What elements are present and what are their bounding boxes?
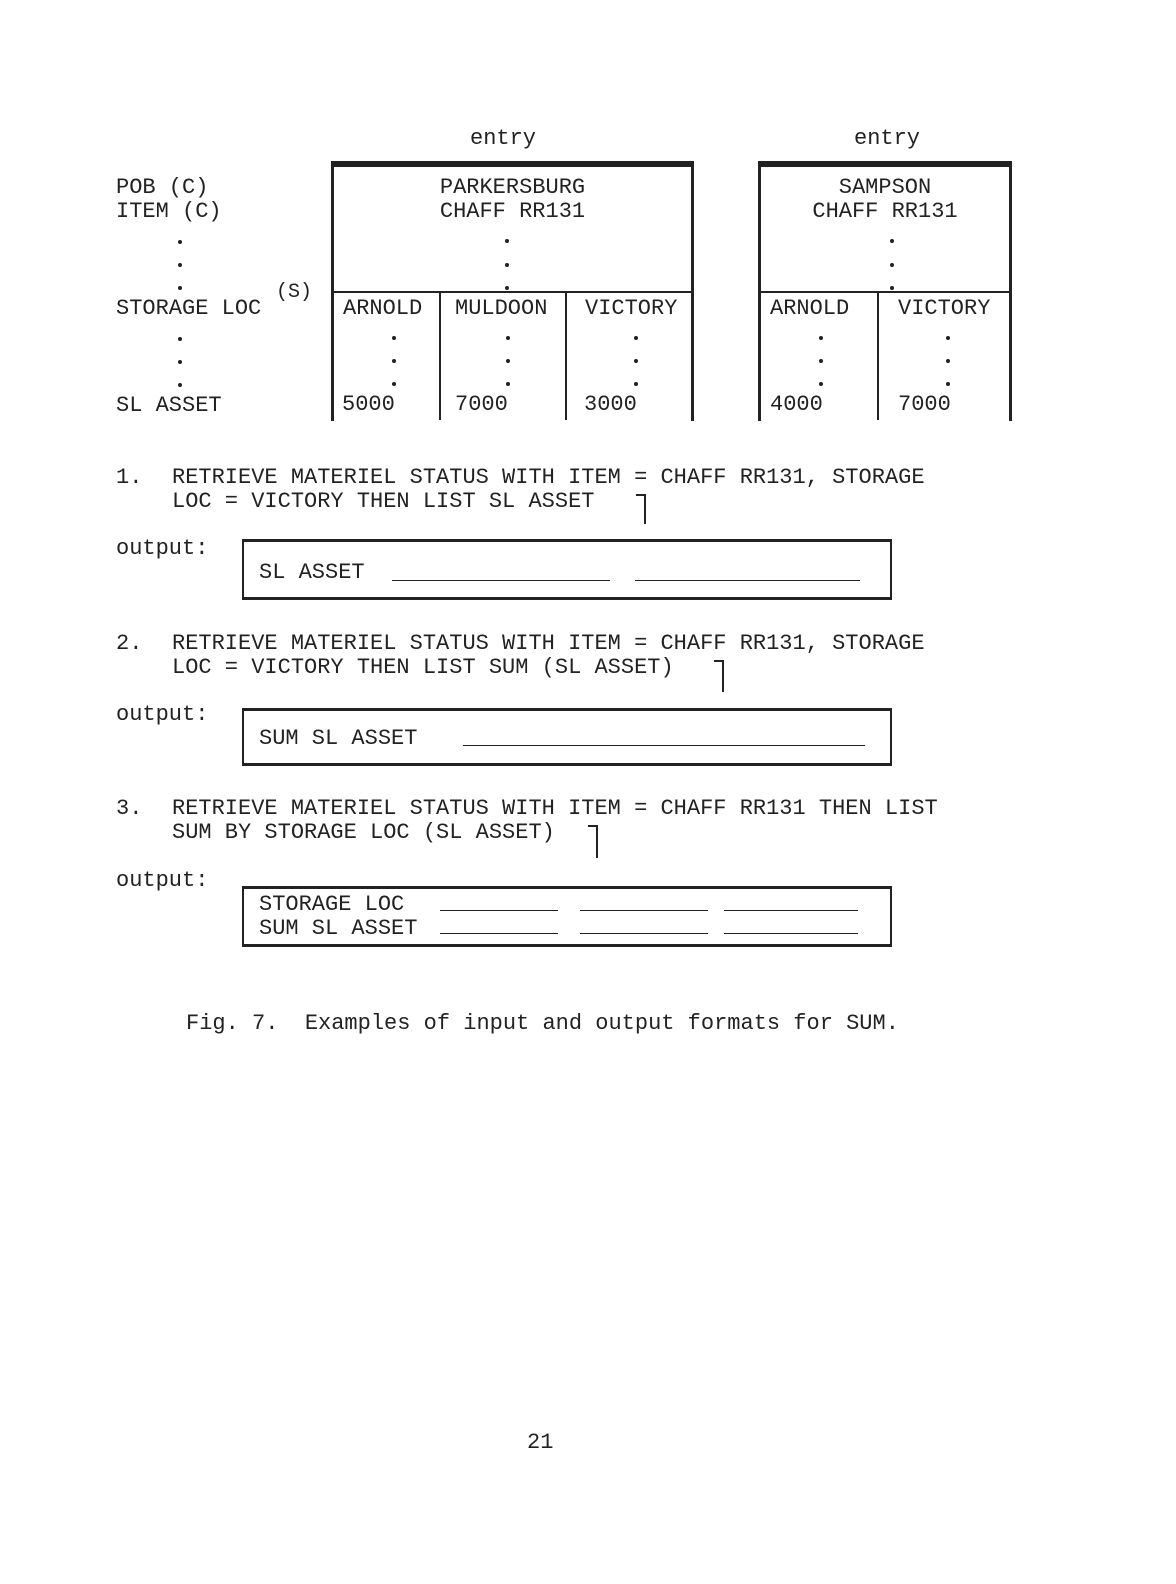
blank-line xyxy=(463,745,865,746)
entry-label: entry xyxy=(854,126,921,151)
ellipsis-dot xyxy=(178,240,182,244)
output-field: SL ASSET xyxy=(259,560,365,585)
ellipsis-dot xyxy=(819,359,823,363)
ellipsis-dot xyxy=(890,286,894,290)
sl-asset-value: 5000 xyxy=(342,392,395,417)
end-of-query-mark xyxy=(588,825,598,858)
ellipsis-dot xyxy=(946,336,950,340)
figure-caption: Fig. 7. Examples of input and output formats for SUM. xyxy=(186,1011,899,1036)
field-label-storage-loc-superscript: (S) xyxy=(276,281,313,304)
blank-line xyxy=(392,580,610,581)
blank-line xyxy=(440,910,558,911)
sl-asset-value: 7000 xyxy=(455,392,508,417)
sl-asset-value: 4000 xyxy=(770,392,823,417)
entry-item: CHAFF RR131 xyxy=(439,199,586,224)
storage-loc-arnold: ARNOLD xyxy=(343,296,423,321)
field-label-item: ITEM (C) xyxy=(116,199,222,224)
query-line: RETRIEVE MATERIEL STATUS WITH ITEM = CHAFF RR131, STORAGE xyxy=(172,631,925,656)
ellipsis-dot xyxy=(505,239,509,243)
blank-line xyxy=(440,933,558,934)
example-number: 1. xyxy=(116,465,143,490)
query-line: LOC = VICTORY THEN LIST SUM (SL ASSET) xyxy=(172,655,674,680)
end-of-query-mark xyxy=(714,660,724,692)
field-label-pob: POB (C) xyxy=(116,175,209,200)
output-field: STORAGE LOC xyxy=(259,892,405,917)
ellipsis-dot xyxy=(506,336,510,340)
ellipsis-dot xyxy=(819,382,823,386)
ellipsis-dot xyxy=(392,382,396,386)
example-number: 3. xyxy=(116,796,143,821)
query-line: RETRIEVE MATERIEL STATUS WITH ITEM = CHAFF RR131 THEN LIST xyxy=(172,796,938,821)
field-label-sl-asset: SL ASSET xyxy=(116,393,222,418)
column-divider xyxy=(439,292,441,420)
entry-label: entry xyxy=(470,126,537,151)
blank-line xyxy=(724,933,858,934)
storage-divider xyxy=(760,291,1009,293)
storage-divider xyxy=(333,291,691,293)
entry-pob: PARKERSBURG xyxy=(439,175,586,200)
blank-line xyxy=(635,580,860,581)
ellipsis-dot xyxy=(506,359,510,363)
entry-pob: SAMPSON xyxy=(838,175,932,200)
ellipsis-dot xyxy=(392,359,396,363)
blank-line xyxy=(580,910,708,911)
sl-asset-value: 7000 xyxy=(898,392,951,417)
entry-item: CHAFF RR131 xyxy=(812,199,958,224)
storage-loc-victory: VICTORY xyxy=(585,296,678,321)
ellipsis-dot xyxy=(505,263,509,267)
field-label-storage-loc: STORAGE LOC xyxy=(116,296,262,321)
ellipsis-dot xyxy=(819,336,823,340)
output-label: output: xyxy=(116,868,209,893)
output-label: output: xyxy=(116,536,209,561)
storage-loc-victory: VICTORY xyxy=(898,296,991,321)
ellipsis-dot xyxy=(634,382,638,386)
ellipsis-dot xyxy=(505,286,509,290)
ellipsis-dot xyxy=(634,336,638,340)
page-number: 21 xyxy=(527,1430,554,1455)
ellipsis-dot xyxy=(506,382,510,386)
output-field: SUM SL ASSET xyxy=(259,726,418,751)
output-field: SUM SL ASSET xyxy=(259,916,418,941)
ellipsis-dot xyxy=(178,286,182,290)
example-number: 2. xyxy=(116,631,143,656)
query-line: SUM BY STORAGE LOC (SL ASSET) xyxy=(172,820,555,845)
ellipsis-dot xyxy=(178,360,182,364)
ellipsis-dot xyxy=(946,359,950,363)
ellipsis-dot xyxy=(178,263,182,267)
ellipsis-dot xyxy=(178,383,182,387)
storage-loc-arnold: ARNOLD xyxy=(770,296,850,321)
storage-loc-muldoon: MULDOON xyxy=(455,296,548,321)
column-divider xyxy=(565,292,567,420)
output-label: output: xyxy=(116,702,209,727)
ellipsis-dot xyxy=(634,359,638,363)
blank-line xyxy=(724,910,858,911)
ellipsis-dot xyxy=(890,263,894,267)
ellipsis-dot xyxy=(392,336,396,340)
ellipsis-dot xyxy=(178,337,182,341)
ellipsis-dot xyxy=(890,239,894,243)
column-divider xyxy=(877,292,879,420)
sl-asset-value: 3000 xyxy=(584,392,637,417)
query-line: RETRIEVE MATERIEL STATUS WITH ITEM = CHAFF RR131, STORAGE xyxy=(172,465,925,490)
query-line: LOC = VICTORY THEN LIST SL ASSET xyxy=(172,489,595,514)
blank-line xyxy=(580,933,708,934)
ellipsis-dot xyxy=(946,382,950,386)
end-of-query-mark xyxy=(636,494,646,524)
